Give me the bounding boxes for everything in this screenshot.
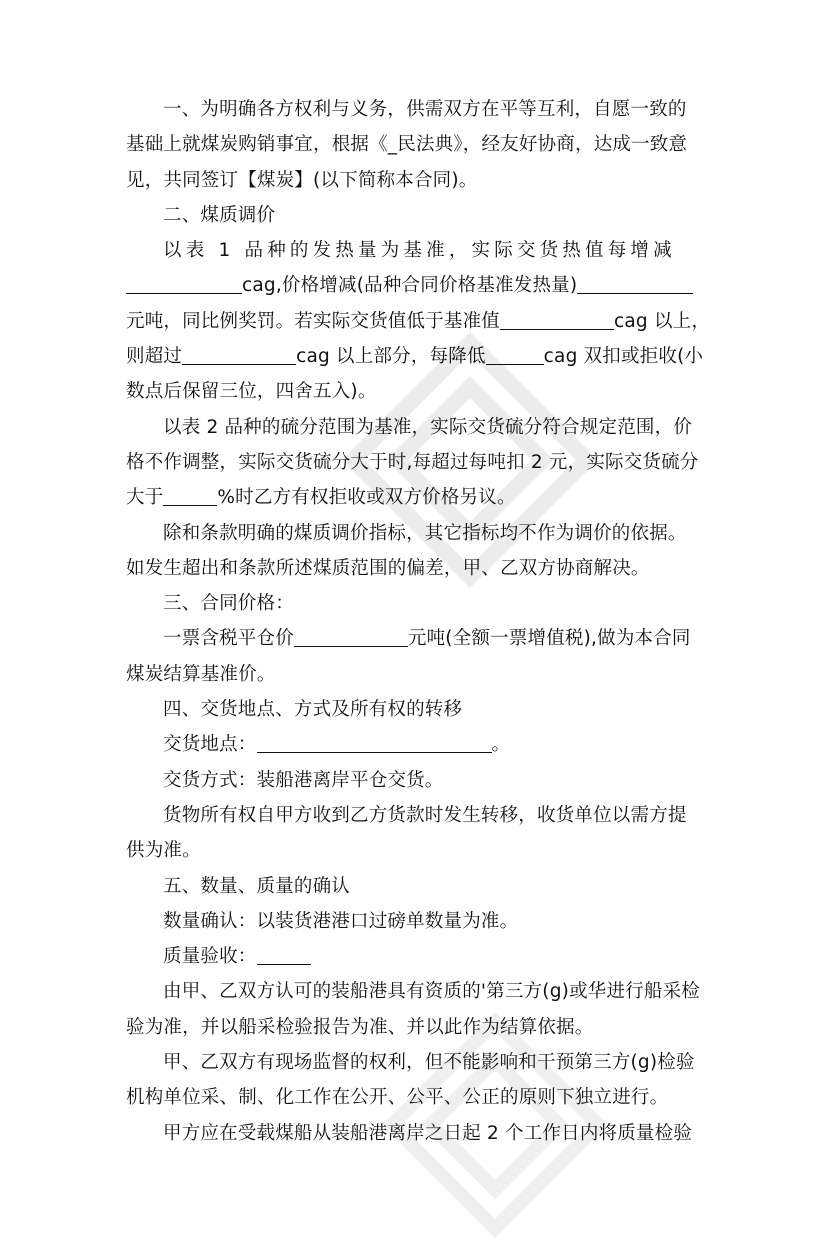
paragraph-line: 煤炭结算基准价。: [126, 663, 276, 685]
blank-field[interactable]: [577, 275, 693, 294]
paragraph-line: 机构单位采、制、化工作在公开、公平、公正的原则下独立进行。: [126, 1087, 669, 1109]
paragraph-line: [126, 621, 706, 656]
blank-field[interactable]: [163, 487, 217, 506]
paragraph-line: 甲方应在受载煤船从装船港离岸之日起 2 个工作日内将质量检验: [163, 1122, 693, 1144]
line-text: cag 双扣或拒收(小: [543, 346, 704, 368]
section-heading: 四、交货地点、方式及所有权的转移: [163, 699, 463, 721]
paragraph-line: 除和条款明确的煤质调价指标，其它指标均不作为调价的依据。: [163, 522, 687, 544]
paragraph-line: [126, 480, 706, 515]
paragraph-line: 以表 1 品种的发热量为基准，实际交货热值每增减: [163, 240, 676, 262]
paragraph-line: 验为准，并以船采检验报告为准、并以此作为结算依据。: [126, 1016, 594, 1038]
paragraph-line: 交货方式：装船港离岸平仓交货。: [163, 769, 444, 791]
line-text: 大于: [126, 487, 164, 509]
contract-page: [126, 92, 711, 1151]
line-text: %时乙方有权拒收或双方价格另议。: [217, 487, 516, 509]
paragraph-line: 以表 2 品种的硫分范围为基准，实际交货硫分符合规定范围，价: [163, 416, 693, 438]
blank-field[interactable]: [257, 734, 492, 753]
paragraph-line: [126, 727, 706, 762]
line-text: 。: [491, 734, 511, 756]
line-text: 元吨(全额一票增值税),做为本合同: [407, 628, 691, 650]
blank-field[interactable]: [294, 628, 408, 647]
line-text: 一票含税平仓价: [163, 628, 294, 650]
line-text: cag,价格增减(品种合同价格基准发热量): [242, 275, 578, 297]
blank-field[interactable]: [500, 311, 614, 330]
paragraph-line: 供为准。: [126, 840, 201, 862]
paragraph-line: 货物所有权自甲方收到乙方货款时发生转移，收货单位以需方提: [163, 804, 687, 826]
paragraph-line: 甲、乙双方有现场监督的权利，但不能影响和干预第三方(g)检验: [163, 1052, 695, 1074]
paragraph-line: 格不作调整，实际交货硫分大于时,每超过每吨扣 2 元，实际交货硫分: [126, 451, 699, 473]
paragraph-line: 数量确认：以装货港港口过磅单数量为准。: [163, 910, 519, 932]
line-text: cag 以上部分，每降低: [296, 346, 486, 368]
line-text: cag 以上，: [614, 310, 711, 332]
paragraph-line: [126, 304, 711, 339]
paragraph-line: 数点后保留三位，四舍五入)。: [126, 381, 377, 403]
blank-field[interactable]: [182, 346, 296, 365]
blank-field[interactable]: [126, 275, 242, 294]
line-text: 交货地点：: [163, 734, 257, 756]
paragraph-line: 一、为明确各方权利与义务，供需双方在平等互利，自愿一致的: [163, 99, 687, 120]
blank-field[interactable]: [486, 346, 544, 365]
paragraph-line: [126, 939, 706, 974]
paragraph-line: 基础上就煤炭购销事宜，根据《_民法典》，经友好协商，达成一致意: [126, 134, 688, 156]
paragraph-line: [126, 268, 706, 303]
paragraph-line: [126, 339, 706, 374]
section-heading: 二、煤质调价: [163, 204, 276, 226]
line-text: 质量验收：: [163, 946, 257, 968]
line-text: 则超过: [126, 346, 183, 368]
line-text: 元吨，同比例奖罚。若实际交货值低于基准值: [126, 310, 501, 332]
paragraph-line: 如发生超出和条款所述煤质范围的偏差，甲、乙双方协商解决。: [126, 557, 650, 579]
blank-field[interactable]: [257, 946, 311, 965]
paragraph-line: 由甲、乙双方认可的装船港具有资质的'第三方(g)或华进行船采检: [163, 981, 700, 1003]
paragraph-line: 见，共同签订【煤炭】(以下简称本合同)。: [126, 169, 478, 191]
section-heading: 三、合同价格：: [163, 593, 294, 615]
section-heading: 五、数量、质量的确认: [163, 875, 351, 897]
